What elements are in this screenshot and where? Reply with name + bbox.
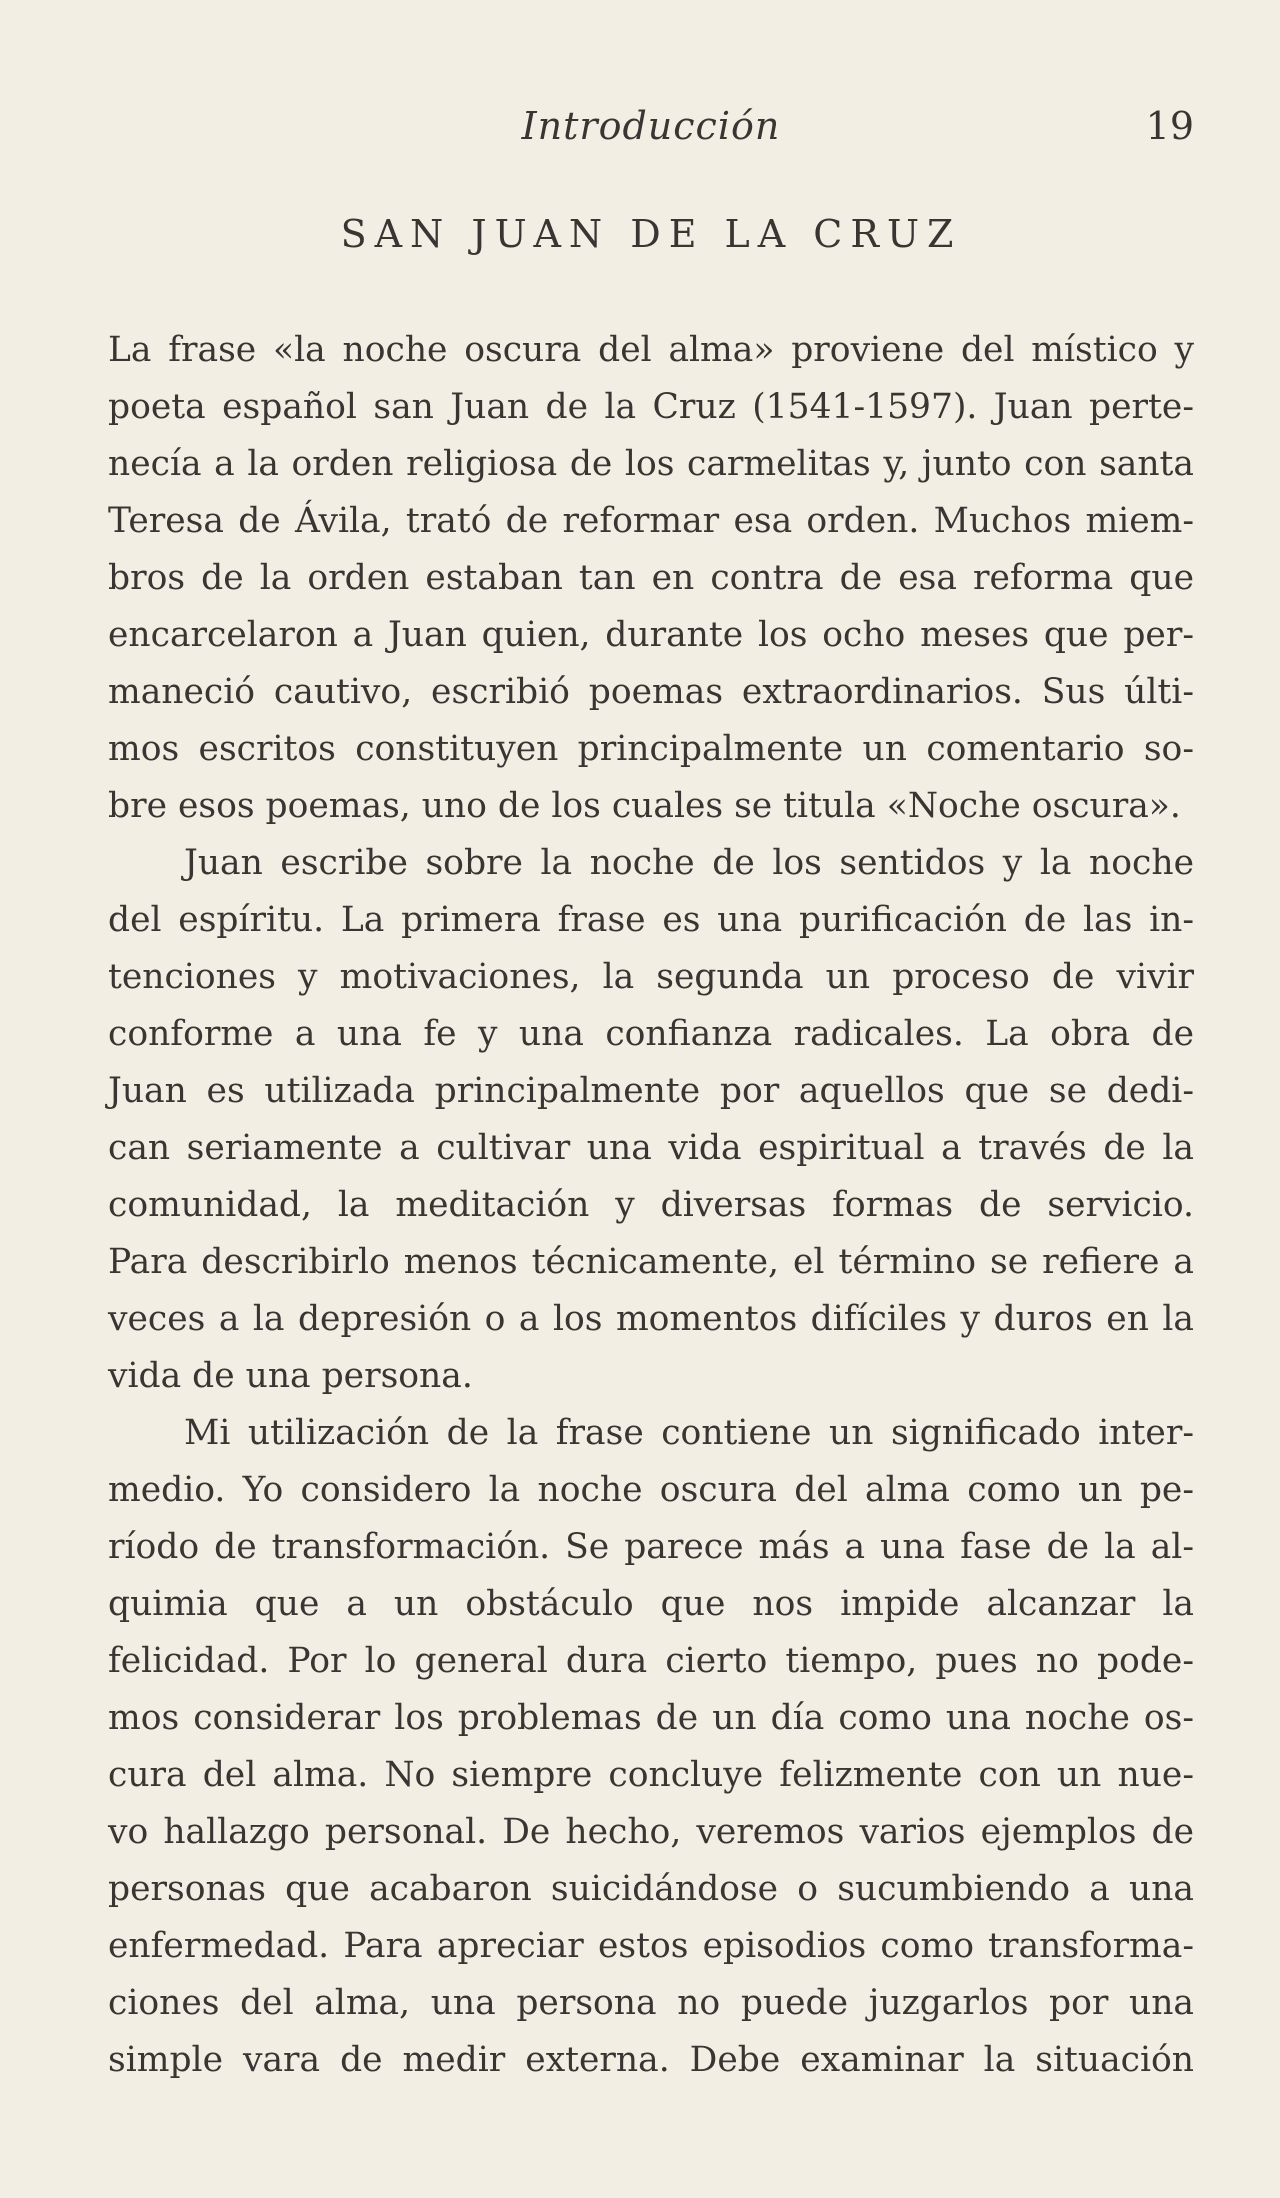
text-line: Para describirlo menos técnicamente, el término se refiere a <box>108 1242 1194 1282</box>
text-line: La frase «la noche oscura del alma» proviene del místico y <box>108 330 1194 370</box>
body-text <box>108 322 1194 2089</box>
text-line: quimia que a un obstáculo que nos impide alcanzar la <box>108 1584 1194 1624</box>
text-line: ciones del alma, una persona no puede juzgarlos por una <box>108 1983 1194 2023</box>
text-line: necía a la orden religiosa de los carmelitas y, junto con santa <box>108 444 1194 484</box>
text-line: mos considerar los problemas de un día como una noche os- <box>108 1698 1194 1738</box>
text-line: tenciones y motivaciones, la segunda un proceso de vivir <box>108 957 1194 997</box>
text-line: vida de una persona. <box>108 1356 473 1396</box>
text-line: Teresa de Ávila, trató de reformar esa orden. Muchos miem- <box>108 501 1194 541</box>
text-line: medio. Yo considero la noche oscura del alma como un pe- <box>108 1470 1194 1510</box>
text-line: comunidad, la meditación y diversas formas de servicio. <box>108 1185 1194 1225</box>
text-line: cura del alma. No siempre concluye felizmente con un nue- <box>108 1755 1194 1795</box>
text-line: veces a la depresión o a los momentos difíciles y duros en la <box>108 1299 1194 1339</box>
text-line: Juan escribe sobre la noche de los sentidos y la noche <box>184 843 1194 883</box>
text-line: vo hallazgo personal. De hecho, veremos varios ejemplos de <box>108 1812 1194 1852</box>
text-line: maneció cautivo, escribió poemas extraordinarios. Sus últi- <box>108 672 1194 712</box>
page-number: 19 <box>1145 104 1194 148</box>
text-line: felicidad. Por lo general dura cierto tiempo, pues no pode- <box>108 1641 1194 1681</box>
paragraph-1 <box>108 322 1194 835</box>
text-line: simple vara de medir externa. Debe examinar la situación <box>108 2040 1194 2080</box>
text-line: bre esos poemas, uno de los cuales se titula «Noche oscura». <box>108 786 1181 826</box>
text-line: encarcelaron a Juan quien, durante los ocho meses que per- <box>108 615 1194 655</box>
text-line: mos escritos constituyen principalmente un comentario so- <box>108 729 1194 769</box>
paragraph-2 <box>108 835 1194 1405</box>
running-title: Introducción <box>521 104 781 148</box>
text-line: can seriamente a cultivar una vida espiritual a través de la <box>108 1128 1194 1168</box>
text-line: conforme a una fe y una confianza radicales. La obra de <box>108 1014 1194 1054</box>
text-line: poeta español san Juan de la Cruz (1541-1597). Juan perte- <box>108 387 1194 427</box>
text-line: personas que acabaron suicidándose o sucumbiendo a una <box>108 1869 1194 1909</box>
text-line: Mi utilización de la frase contiene un significado inter- <box>184 1413 1194 1453</box>
text-line: Juan es utilizada principalmente por aquellos que se dedi- <box>108 1071 1194 1111</box>
text-line: ríodo de transformación. Se parece más a una fase de la al- <box>108 1527 1194 1567</box>
running-head <box>108 96 1194 156</box>
text-line: enfermedad. Para apreciar estos episodios como transforma- <box>108 1926 1194 1966</box>
section-heading: SAN JUAN DE LA CRUZ <box>340 212 962 256</box>
text-line: bros de la orden estaban tan en contra de esa reforma que <box>108 558 1194 598</box>
paragraph-3 <box>108 1405 1194 2089</box>
text-line: del espíritu. La primera frase es una purificación de las in- <box>108 900 1194 940</box>
